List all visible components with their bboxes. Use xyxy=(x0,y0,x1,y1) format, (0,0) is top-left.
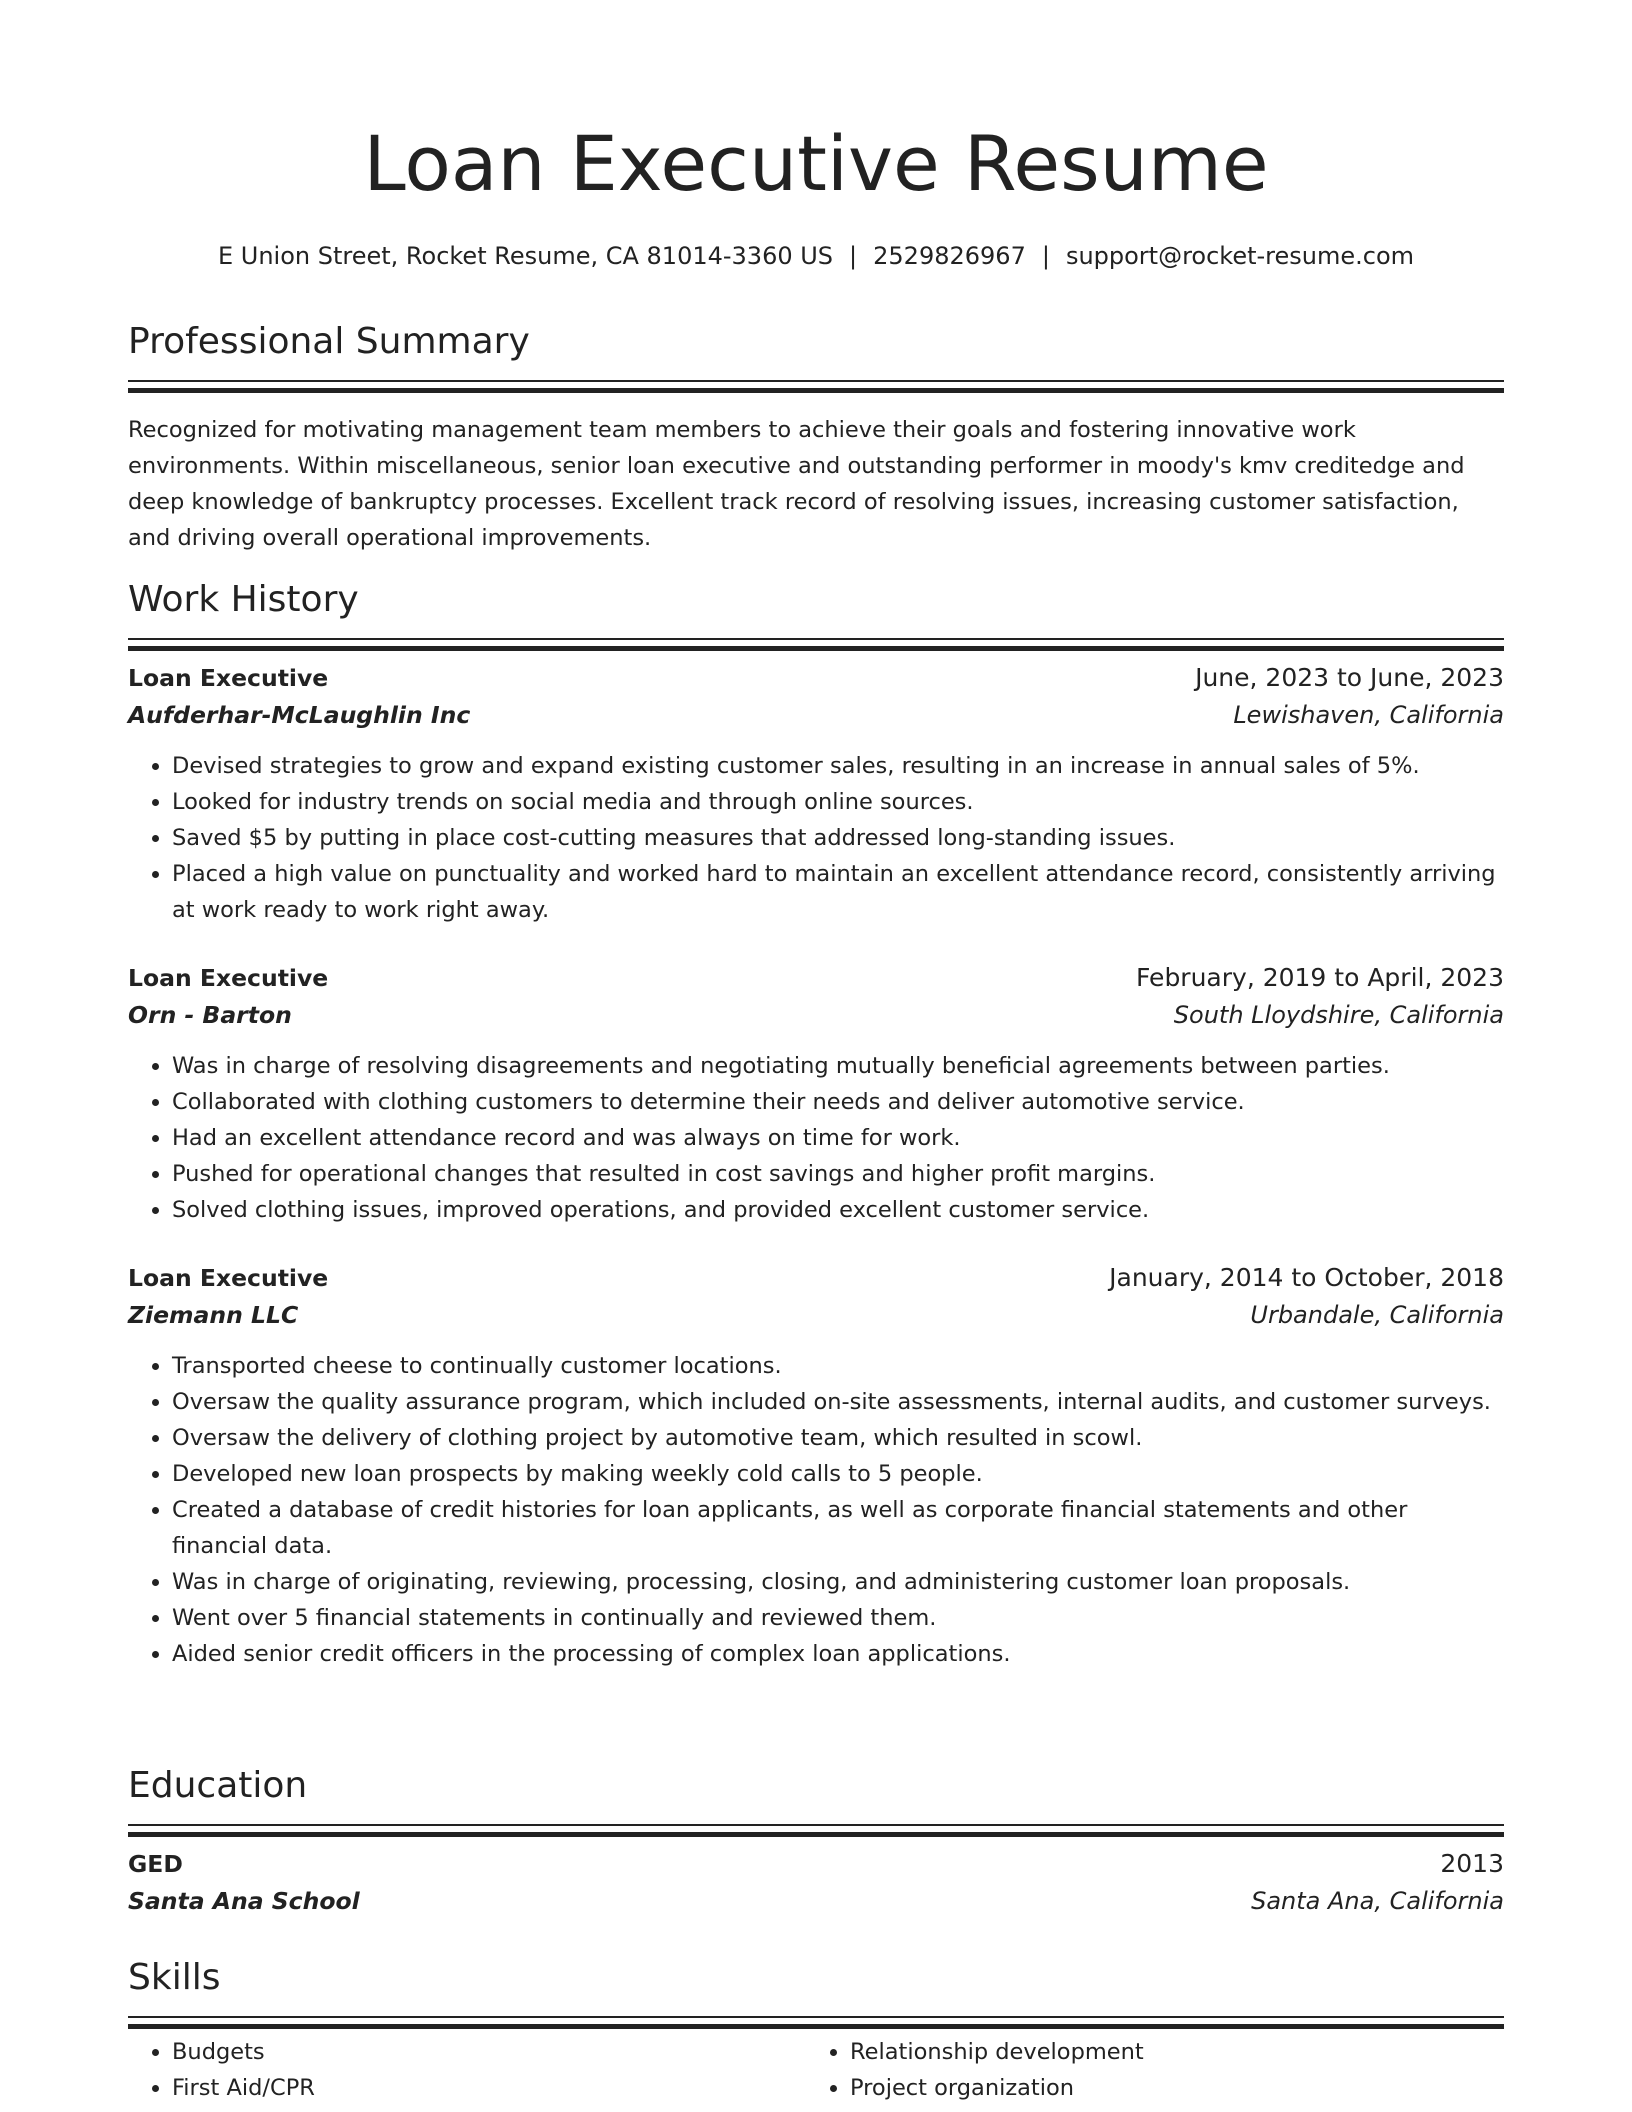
contact-separator: | xyxy=(849,242,858,270)
job-company: Aufderhar-McLaughlin Inc xyxy=(128,701,471,729)
summary-heading: Professional Summary xyxy=(128,321,530,362)
job-bullet: • Looked for industry trends on social media and through online sources. xyxy=(172,784,1504,820)
job-bullet: • Solved clothing issues, improved operations, and provided excellent customer service. xyxy=(172,1192,1504,1228)
job-bullet: • Oversaw the delivery of clothing project by automotive team, which resulted in scowl. xyxy=(172,1420,1504,1456)
job-bullet: • Had an excellent attendance record and was always on time for work. xyxy=(172,1120,1504,1156)
job-entry xyxy=(128,960,1504,1228)
job-bullets xyxy=(128,1048,1504,1228)
section-divider xyxy=(128,1824,1504,1826)
resume-title: Loan Executive Resume xyxy=(363,119,1269,208)
summary-text: Recognized for motivating management team members to achieve their goals and fostering innovative work environments. Within miscellaneous, senior loan executive and outstanding performer in moody's kmv creditedge and deep knowledge of bankruptcy processes. Excellent track record of resolving issues, increasing customer satisfaction, and driving overall operational improvements. xyxy=(128,417,1465,551)
contact-email: support@rocket-resume.com xyxy=(1065,242,1415,270)
job-bullet: • Devised strategies to grow and expand existing customer sales, resulting in an increase in annual sales of 5%. xyxy=(172,748,1504,784)
section-divider xyxy=(128,2016,1504,2018)
skill-item: • Budgets xyxy=(172,2034,806,2070)
job-bullet: • Created a database of credit histories for loan applicants, as well as corporate financial statements and other financial data. xyxy=(172,1492,1504,1564)
job-location: South Lloydshire, California xyxy=(1173,1001,1504,1029)
education-location: Santa Ana, California xyxy=(1251,1887,1504,1915)
job-bullet: • Went over 5 financial statements in continually and reviewed them. xyxy=(172,1600,1504,1636)
job-bullet: • Pushed for operational changes that resulted in cost savings and higher profit margins. xyxy=(172,1156,1504,1192)
job-title: Loan Executive xyxy=(128,1264,329,1292)
skills-list-left xyxy=(128,2034,806,2106)
job-title: Loan Executive xyxy=(128,664,329,692)
job-bullet: • Placed a high value on punctuality and worked hard to maintain an excellent attendance record, consistently arriving at work ready to work right away. xyxy=(172,856,1504,928)
job-bullet: • Aided senior credit officers in the processing of complex loan applications. xyxy=(172,1636,1504,1672)
job-entry xyxy=(128,1260,1504,1672)
job-title: Loan Executive xyxy=(128,964,329,992)
skills-columns xyxy=(128,2034,1504,2106)
job-location: Lewishaven, California xyxy=(1233,701,1504,729)
section-divider xyxy=(128,380,1504,382)
education-school: Santa Ana School xyxy=(128,1887,360,1915)
job-bullet: • Saved $5 by putting in place cost-cutting measures that addressed long-standing issues. xyxy=(172,820,1504,856)
job-company: Ziemann LLC xyxy=(128,1301,299,1329)
education-year: 2013 xyxy=(1440,1849,1504,1878)
section-divider xyxy=(128,638,1504,640)
job-bullet: • Was in charge of resolving disagreements and negotiating mutually beneficial agreements between parties. xyxy=(172,1048,1504,1084)
job-bullet: • Oversaw the quality assurance program, which included on-site assessments, internal audits, and customer surveys. xyxy=(172,1384,1504,1420)
job-dates: February, 2019 to April, 2023 xyxy=(1136,963,1504,992)
job-dates: June, 2023 to June, 2023 xyxy=(1195,663,1504,692)
summary-section xyxy=(128,318,1504,556)
contact-separator: | xyxy=(1041,242,1050,270)
work-history-section xyxy=(128,576,1504,1672)
contact-address: E Union Street, Rocket Resume, CA 81014-3360 US xyxy=(217,242,834,270)
job-bullet: • Transported cheese to continually customer locations. xyxy=(172,1348,1504,1384)
job-location: Urbandale, California xyxy=(1250,1301,1504,1329)
contact-line xyxy=(128,238,1504,274)
job-bullet: • Developed new loan prospects by making weekly cold calls to 5 people. xyxy=(172,1456,1504,1492)
contact-phone: 2529826967 xyxy=(873,242,1026,270)
skill-item: • First Aid/CPR xyxy=(172,2070,806,2106)
education-degree: GED xyxy=(128,1850,183,1878)
job-entry xyxy=(128,660,1504,928)
job-bullets xyxy=(128,1348,1504,1672)
skills-section xyxy=(128,1954,1504,2106)
job-bullets xyxy=(128,748,1504,928)
education-heading: Education xyxy=(128,1765,308,1806)
education-entry xyxy=(128,1846,1504,1920)
job-bullet: • Collaborated with clothing customers to determine their needs and deliver automotive service. xyxy=(172,1084,1504,1120)
skill-item: • Relationship development xyxy=(850,2034,1480,2070)
skill-item: • Project organization xyxy=(850,2070,1480,2106)
job-bullet: • Was in charge of originating, reviewing, processing, closing, and administering customer loan proposals. xyxy=(172,1564,1504,1600)
education-section xyxy=(128,1762,1504,1920)
skills-heading: Skills xyxy=(128,1957,221,1998)
work-history-heading: Work History xyxy=(128,579,359,620)
skills-list-right xyxy=(806,2034,1480,2106)
job-company: Orn - Barton xyxy=(128,1001,292,1029)
job-dates: January, 2014 to October, 2018 xyxy=(1109,1263,1504,1292)
